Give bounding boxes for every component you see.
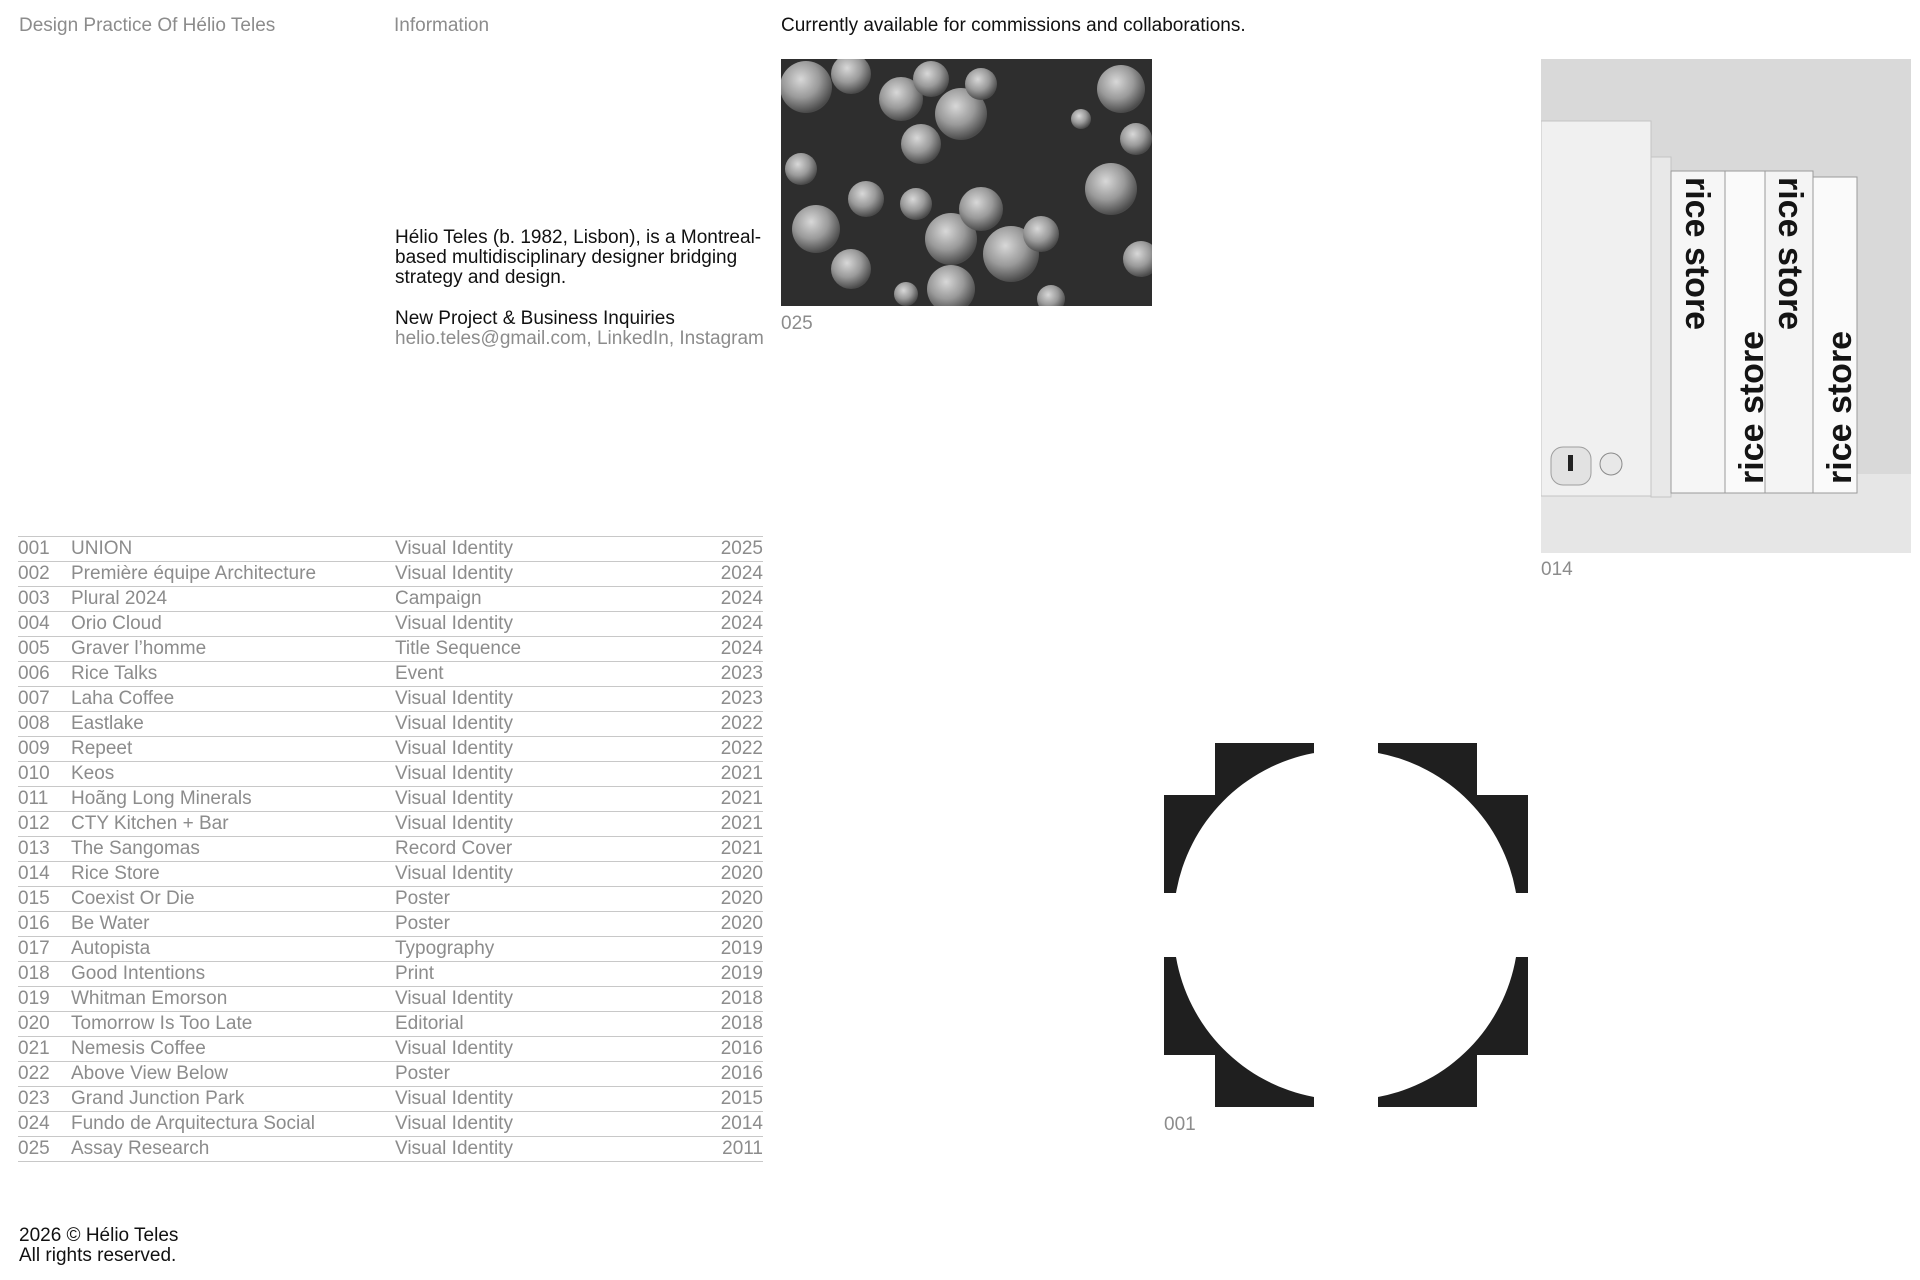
project-number: 010 <box>18 763 50 784</box>
project-title: Eastlake <box>71 713 144 734</box>
project-row[interactable] <box>18 712 763 737</box>
project-number: 021 <box>18 1038 50 1059</box>
project-category: Visual Identity <box>395 863 513 884</box>
instagram-link[interactable]: Instagram <box>679 328 764 349</box>
project-category: Visual Identity <box>395 613 513 634</box>
copyright-text: 2026 © Hélio Teles <box>19 1225 179 1246</box>
project-image-001[interactable] <box>1164 743 1528 1107</box>
contact-links <box>395 329 765 349</box>
project-title: Tomorrow Is Too Late <box>71 1013 253 1034</box>
project-year: 2015 <box>720 1088 763 1109</box>
project-number: 015 <box>18 888 50 909</box>
box-label: rice store <box>1771 177 1809 331</box>
project-title: Première équipe Architecture <box>71 563 317 584</box>
rights-text: All rights reserved. <box>19 1245 177 1266</box>
project-number: 024 <box>18 1113 50 1134</box>
project-title: CTY Kitchen + Bar <box>71 813 229 834</box>
project-row[interactable] <box>18 687 763 712</box>
project-row[interactable] <box>18 587 763 612</box>
project-number: 006 <box>18 663 50 684</box>
project-year: 2024 <box>720 613 763 634</box>
bio-text: Hélio Teles (b. 1982, Lisbon), is a Montreal-based multidisciplinary designer bridging strategy and design. <box>395 227 762 288</box>
project-list <box>18 536 763 1162</box>
project-title: Fundo de Arquitectura Social <box>71 1113 315 1134</box>
project-category: Title Sequence <box>395 638 522 659</box>
project-number: 005 <box>18 638 50 659</box>
project-year: 2023 <box>720 663 763 684</box>
project-number: 004 <box>18 613 50 634</box>
project-title: Laha Coffee <box>71 688 175 709</box>
project-category: Visual Identity <box>395 1038 513 1059</box>
project-number: 002 <box>18 563 50 584</box>
project-title: Orio Cloud <box>71 613 162 634</box>
project-number: 009 <box>18 738 50 759</box>
project-year: 2019 <box>720 963 763 984</box>
site-name-link[interactable]: Design Practice Of Hélio Teles <box>19 15 276 36</box>
project-row[interactable] <box>18 762 763 787</box>
box-label: rice store <box>1733 330 1771 484</box>
project-number: 012 <box>18 813 50 834</box>
project-row[interactable] <box>18 562 763 587</box>
project-year: 2021 <box>720 813 763 834</box>
project-year: 2018 <box>720 1013 763 1034</box>
project-category: Typography <box>395 938 495 959</box>
project-row[interactable] <box>18 662 763 687</box>
project-year: 2022 <box>720 713 763 734</box>
project-number: 018 <box>18 963 50 984</box>
project-title: Whitman Emorson <box>71 988 228 1009</box>
project-year: 2025 <box>720 538 763 559</box>
inquiries-title: New Project & Business Inquiries <box>395 308 675 329</box>
project-year: 2018 <box>720 988 763 1009</box>
separator: , <box>668 328 680 349</box>
project-category: Editorial <box>395 1013 464 1034</box>
project-number: 016 <box>18 913 50 934</box>
project-category: Record Cover <box>395 838 513 859</box>
project-number: 003 <box>18 588 50 609</box>
project-row[interactable] <box>18 1062 763 1087</box>
project-row[interactable] <box>18 912 763 937</box>
project-image-014[interactable] <box>1541 59 1911 553</box>
project-year: 2020 <box>720 888 763 909</box>
project-number: 001 <box>18 538 50 559</box>
email-link[interactable]: helio.teles@gmail.com <box>395 328 587 349</box>
project-year: 2020 <box>720 863 763 884</box>
project-row[interactable] <box>18 1037 763 1062</box>
project-number: 007 <box>18 688 50 709</box>
project-number: 014 <box>18 863 50 884</box>
project-title: The Sangomas <box>71 838 200 859</box>
project-row[interactable] <box>18 962 763 987</box>
project-category: Visual Identity <box>395 788 513 809</box>
project-category: Poster <box>395 1063 450 1084</box>
project-year: 2016 <box>720 1038 763 1059</box>
project-number: 008 <box>18 713 50 734</box>
project-year: 2023 <box>720 688 763 709</box>
project-category: Visual Identity <box>395 713 513 734</box>
project-title: Keos <box>71 763 115 784</box>
project-category: Visual Identity <box>395 1138 513 1159</box>
project-row[interactable] <box>18 837 763 862</box>
project-title: Grand Junction Park <box>71 1088 245 1109</box>
project-year: 2024 <box>720 638 763 659</box>
project-title: Assay Research <box>71 1138 210 1159</box>
microscopy-image <box>781 59 1152 306</box>
bio-section <box>395 228 765 349</box>
information-link[interactable]: Information <box>394 15 490 36</box>
project-title: Be Water <box>71 913 150 934</box>
project-number: 020 <box>18 1013 50 1034</box>
project-category: Visual Identity <box>395 738 513 759</box>
project-category: Visual Identity <box>395 538 513 559</box>
project-title: Rice Talks <box>71 663 158 684</box>
project-number: 025 <box>18 1138 50 1159</box>
project-number: 022 <box>18 1063 50 1084</box>
project-year: 2024 <box>720 563 763 584</box>
project-year: 2021 <box>720 763 763 784</box>
project-number: 011 <box>18 788 49 809</box>
project-year: 2024 <box>720 588 763 609</box>
project-title: Autopista <box>71 938 151 959</box>
project-year: 2014 <box>720 1113 763 1134</box>
image-caption-001: 001 <box>1164 1114 1196 1135</box>
project-row[interactable] <box>18 862 763 887</box>
image-caption-014: 014 <box>1541 559 1573 580</box>
project-row[interactable] <box>18 987 763 1012</box>
project-category: Visual Identity <box>395 1088 513 1109</box>
footer <box>19 1226 178 1266</box>
project-row[interactable] <box>18 737 763 762</box>
project-category: Visual Identity <box>395 1113 513 1134</box>
project-category: Event <box>395 663 444 684</box>
project-title: UNION <box>71 538 133 559</box>
union-logo-mark <box>1164 743 1528 1107</box>
project-title: Coexist Or Die <box>71 888 195 909</box>
project-category: Poster <box>395 913 450 934</box>
availability-notice: Currently available for commissions and collaborations. <box>781 15 1246 36</box>
project-row[interactable] <box>18 537 763 562</box>
project-year: 2020 <box>720 913 763 934</box>
project-row[interactable] <box>18 787 763 812</box>
project-row[interactable] <box>18 1012 763 1037</box>
project-category: Visual Identity <box>395 813 513 834</box>
image-caption-025: 025 <box>781 313 813 334</box>
project-row[interactable] <box>18 1112 763 1137</box>
project-image-025[interactable] <box>781 59 1152 306</box>
project-year: 2021 <box>720 788 763 809</box>
rice-store-photo <box>1541 59 1911 553</box>
project-number: 017 <box>18 938 50 959</box>
project-row[interactable] <box>18 887 763 912</box>
project-title: Graver l’homme <box>71 638 207 659</box>
project-number: 019 <box>18 988 50 1009</box>
project-category: Print <box>395 963 435 984</box>
linkedin-link[interactable]: LinkedIn <box>596 328 669 349</box>
project-row[interactable] <box>18 1137 763 1162</box>
project-year: 2022 <box>720 738 763 759</box>
project-row[interactable] <box>18 812 763 837</box>
project-title: Nemesis Coffee <box>71 1038 206 1059</box>
project-category: Visual Identity <box>395 688 513 709</box>
project-title: Rice Store <box>71 863 160 884</box>
box-label: rice store <box>1821 330 1859 484</box>
project-category: Visual Identity <box>395 563 513 584</box>
project-number: 023 <box>18 1088 50 1109</box>
project-title: Plural 2024 <box>71 588 168 609</box>
project-category: Poster <box>395 888 450 909</box>
project-row[interactable] <box>18 612 763 637</box>
project-row[interactable] <box>18 937 763 962</box>
project-title: Good Intentions <box>71 963 206 984</box>
project-category: Visual Identity <box>395 988 513 1009</box>
project-title: Hoãng Long Minerals <box>71 788 252 809</box>
project-title: Above View Below <box>71 1063 229 1084</box>
project-title: Repeet <box>71 738 133 759</box>
box-label: rice store <box>1678 177 1716 331</box>
project-category: Campaign <box>395 588 482 609</box>
project-year: 2016 <box>720 1063 763 1084</box>
separator: , <box>586 328 597 349</box>
project-category: Visual Identity <box>395 763 513 784</box>
project-row[interactable] <box>18 1087 763 1112</box>
project-row[interactable] <box>18 637 763 662</box>
project-year: 2019 <box>720 938 763 959</box>
project-number: 013 <box>18 838 50 859</box>
project-year: 2021 <box>720 838 763 859</box>
project-year: 2011 <box>722 1138 763 1159</box>
